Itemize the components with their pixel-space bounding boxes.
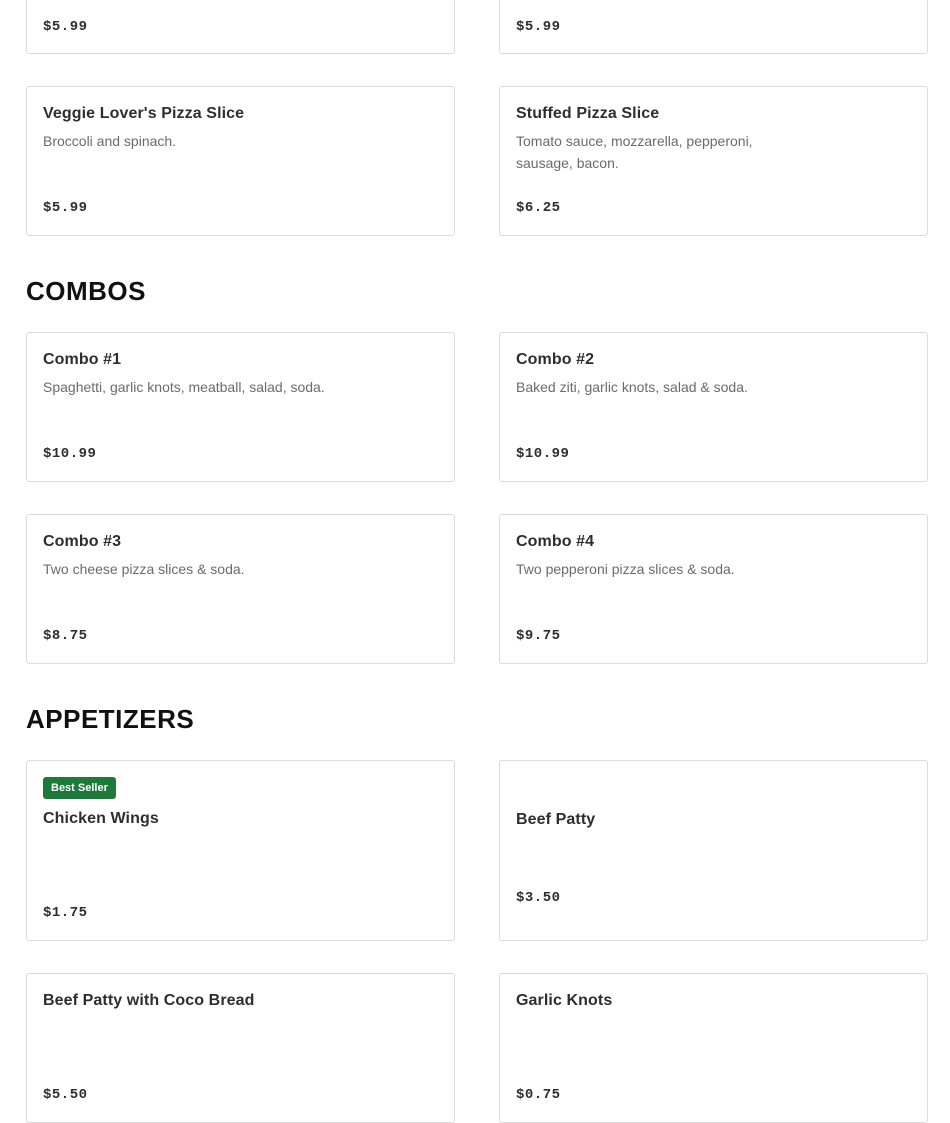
item-price: $10.99 — [516, 446, 570, 462]
menu-item-card[interactable] — [26, 332, 455, 482]
menu-item-card[interactable] — [26, 86, 455, 236]
menu-item-card[interactable] — [499, 973, 928, 1123]
item-name: Stuffed Pizza Slice — [516, 105, 660, 122]
menu-item-card[interactable] — [499, 514, 928, 664]
item-name: Combo #4 — [516, 533, 595, 550]
menu-item-card[interactable] — [499, 0, 928, 54]
item-description: Tomato sauce, mozzarella, pepperoni, sausage, bacon. — [516, 133, 753, 171]
item-description: Baked ziti, garlic knots, salad & soda. — [516, 379, 748, 395]
item-name: Beef Patty — [516, 811, 596, 828]
item-price: $5.50 — [43, 1087, 88, 1103]
item-description: Two pepperoni pizza slices & soda. — [516, 561, 735, 577]
item-name: Combo #3 — [43, 533, 122, 550]
item-price: $9.75 — [516, 628, 561, 644]
item-price: $3.50 — [516, 890, 561, 906]
item-description: Spaghetti, garlic knots, meatball, salad, soda. — [43, 379, 325, 395]
item-price: $8.75 — [43, 628, 88, 644]
item-name: Garlic Knots — [516, 992, 613, 1009]
section-title-appetizers: APPETIZERS — [26, 704, 195, 734]
item-name: Beef Patty with Coco Bread — [43, 992, 255, 1009]
item-price: $5.99 — [43, 200, 88, 216]
menu-item-card[interactable] — [499, 332, 928, 482]
menu-item-card[interactable] — [26, 760, 455, 941]
item-name: Combo #1 — [43, 351, 122, 368]
item-price: $5.99 — [516, 19, 561, 35]
item-price: $1.75 — [43, 905, 88, 921]
item-price: $5.99 — [43, 19, 88, 35]
menu-item-card[interactable] — [26, 973, 455, 1123]
menu-item-card[interactable] — [26, 0, 455, 54]
item-price: $10.99 — [43, 446, 97, 462]
item-description: Broccoli and spinach. — [43, 133, 177, 149]
item-description: Two cheese pizza slices & soda. — [43, 561, 245, 577]
best-seller-badge: Best Seller — [43, 777, 116, 799]
item-price: $6.25 — [516, 200, 561, 216]
item-price: $0.75 — [516, 1087, 561, 1103]
section-title-combos: COMBOS — [26, 276, 146, 306]
menu-item-card[interactable] — [26, 514, 455, 664]
menu-item-card[interactable] — [499, 86, 928, 236]
item-name: Combo #2 — [516, 351, 595, 368]
item-name: Veggie Lover's Pizza Slice — [43, 105, 245, 122]
menu-item-card[interactable] — [499, 760, 928, 941]
item-name: Chicken Wings — [43, 810, 159, 827]
